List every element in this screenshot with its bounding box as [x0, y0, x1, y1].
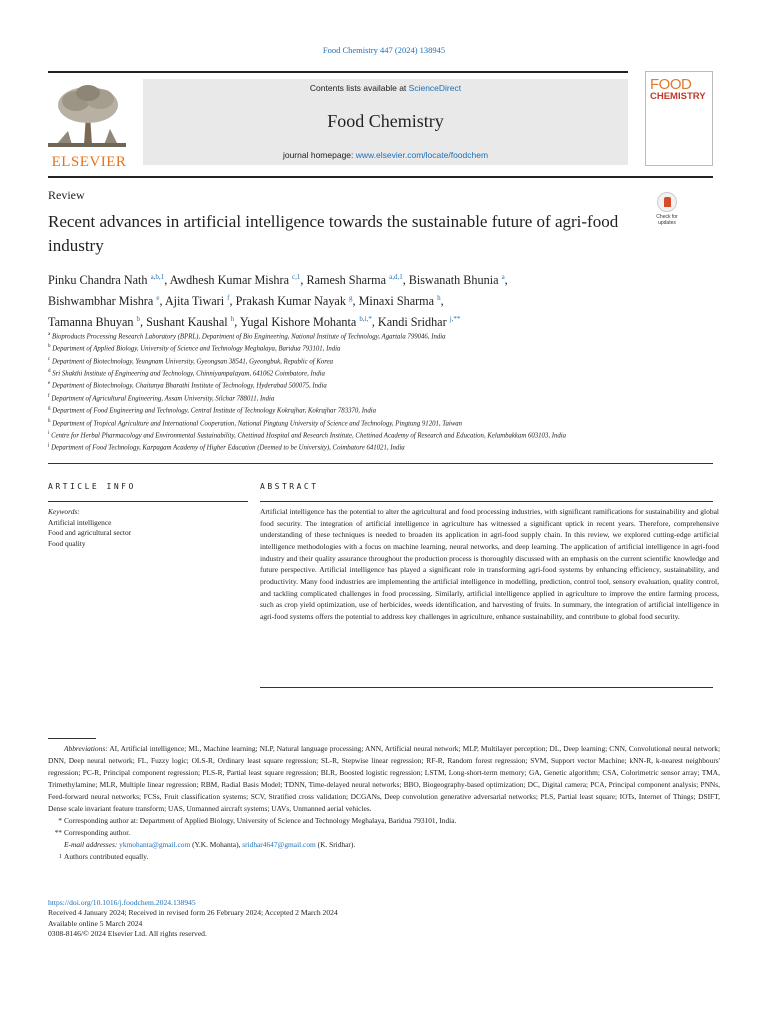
- journal-cover[interactable]: [645, 71, 713, 166]
- online-date: Available online 5 March 2024: [48, 918, 143, 928]
- affiliation-item: [48, 367, 648, 379]
- abstract-end-rule: [260, 687, 713, 688]
- affiliation-letter: b: [48, 344, 51, 350]
- keyword-item: Food quality: [48, 538, 86, 548]
- header-divider: [48, 176, 713, 178]
- corresponding-author-footnote-2: [48, 827, 720, 839]
- article-type: Review: [48, 188, 85, 202]
- author-affiliation-marker[interactable]: c,1: [292, 273, 301, 281]
- elsevier-logo[interactable]: [48, 81, 130, 170]
- cover-title-chemistry: CHEMISTRY: [650, 91, 706, 102]
- author-list: [48, 268, 688, 331]
- cover-title-food: FOOD: [650, 76, 692, 93]
- affiliation-letter: h: [48, 418, 51, 424]
- author-name[interactable]: Pinku Chandra Nath: [48, 273, 148, 288]
- journal-citation-link[interactable]: Food Chemistry 447 (2024) 138945: [322, 45, 446, 55]
- affiliation-text: Department of Applied Biology, University of Science and Technology Meghalaya, Baridua 793101, India: [52, 345, 341, 353]
- author-name[interactable]: Prakash Kumar Nayak: [235, 294, 346, 309]
- affiliation-item: [48, 392, 648, 404]
- author-separator: ,: [234, 315, 240, 330]
- author-affiliation-marker[interactable]: h: [437, 294, 441, 303]
- keyword-item: Food and agricultural sector: [48, 528, 132, 537]
- abstract-rule: [260, 501, 713, 502]
- affiliation-item: [48, 379, 648, 391]
- email-owner: (Y.K. Mohanta),: [190, 840, 243, 849]
- author-affiliation-marker[interactable]: g: [349, 294, 353, 303]
- footnote-symbol: 1: [59, 854, 62, 860]
- author-affiliation-marker[interactable]: h: [230, 315, 235, 324]
- author-affiliation-marker[interactable]: a,d,1: [389, 273, 403, 281]
- keywords-block: [48, 507, 248, 549]
- author-affiliation-marker[interactable]: b: [136, 315, 140, 324]
- author-affiliation-marker[interactable]: j,**: [449, 315, 461, 324]
- footnote-rule: [48, 738, 96, 739]
- footnote-symbol: **: [54, 828, 62, 837]
- email-footnote: [48, 839, 720, 851]
- author-name[interactable]: Bishwambhar Mishra: [48, 294, 154, 309]
- affiliation-item: [48, 355, 648, 367]
- affiliation-text: Sri Shakthi Institute of Engineering and Technology, Chinniyampalayam, 641062 Coimbatore, India: [52, 370, 325, 378]
- author-separator: ,: [229, 294, 236, 309]
- article-history: [48, 898, 720, 940]
- check-updates-line2: updates: [658, 220, 676, 226]
- corresponding-author-text: Corresponding author at: Department of Applied Biology, University of Science and Technology Meghalaya, Baridua 793101, India.: [64, 816, 457, 825]
- affiliation-letter: g: [48, 406, 51, 412]
- email-link-mohanta[interactable]: ykmohanta@gmail.com: [119, 840, 191, 849]
- corresponding-author-text-2: Corresponding author.: [64, 828, 131, 837]
- author-affiliation-marker[interactable]: f: [227, 294, 230, 303]
- keywords-label: Keywords:: [48, 507, 80, 516]
- contents-line: [143, 83, 628, 93]
- affiliation-item: [48, 441, 648, 453]
- homepage-link[interactable]: www.elsevier.com/locate/foodchem: [355, 150, 489, 160]
- equal-contribution-footnote: [48, 851, 720, 863]
- author-affiliation-marker[interactable]: a,b,1: [150, 273, 165, 281]
- author-name[interactable]: Ajita Tiwari: [164, 294, 225, 309]
- author-name[interactable]: Kandi Sridhar: [377, 315, 447, 330]
- masthead: [48, 71, 628, 170]
- affiliation-text: Department of Tropical Agriculture and International Cooperation, National Pingtung University of Science and Technology, Pingtung 91201, Taiwan: [52, 419, 463, 427]
- check-updates-label: [650, 214, 684, 226]
- author-separator: ,: [440, 294, 444, 309]
- abstract-heading: ABSTRACT: [260, 482, 319, 491]
- check-for-updates-button[interactable]: [650, 192, 684, 232]
- author-separator: ,: [504, 273, 508, 288]
- journal-banner: [143, 79, 628, 165]
- author-separator: ,: [140, 315, 147, 330]
- affiliation-text: Department of Food Technology, Karpagam Academy of Higher Education (Deemed to be University), Coimbatore 641021, India: [51, 444, 405, 452]
- author-separator: ,: [371, 315, 378, 330]
- affiliation-letter: j: [48, 443, 50, 449]
- elsevier-tree-icon: [48, 81, 126, 147]
- sciencedirect-link[interactable]: ScienceDirect: [408, 83, 462, 93]
- abbreviations-footnote: [48, 743, 720, 815]
- author-separator: ,: [164, 273, 170, 288]
- affiliation-letter: c: [48, 356, 51, 362]
- footnote-symbol: *: [58, 816, 62, 825]
- affiliation-item: [48, 429, 648, 441]
- affiliation-letter: d: [48, 369, 51, 375]
- footnotes: [48, 743, 720, 863]
- affiliation-letter: a: [48, 332, 51, 337]
- article-info-heading: ARTICLE INFO: [48, 482, 136, 491]
- author-separator: ,: [402, 273, 409, 288]
- author-name[interactable]: Sushant Kaushal: [146, 315, 228, 330]
- copyright: 0308-8146/© 2024 Elsevier Ltd. All rights reserved.: [48, 929, 207, 939]
- author-separator: ,: [352, 294, 359, 309]
- abstract-text: Artificial intelligence has the potential to alter the agricultural and food processing industries, with significant ramifications for sustainability and global food security. The integration of artificial intelligence in agriculture has witnessed a significant uptick in recent years. Therefore, comprehensive understanding of these techniques is needed to broaden its application in agri-food supply chain. In this review, we explored cutting-edge artificial intelligence methodologies with a focus on machine learning, neural networks, and deep learning. The application of artificial intelligence in agri-food industry and their quality assurance throughout the production process is thoroughly discussed with an emphasis on the current scientific knowledge and future perspective. Artificial intelligence has played a significant role in transforming agri-food systems by enhancing efficiency, sustainability, and productivity. Many food industries are implementing the artificial intelligence in modelling, prediction, control tool, sensory evaluation, quality control, and tackling complicated challenges in food processing. Similarly, artificial intelligence applied in agriculture to improve the entire farming process, such as crop yield optimization, use of herbicides, weeds identification, and harvesting of fruits. In summary, the integration of artificial intelligence in agri-food systems offers the potential to address key challenges in agriculture, enhance sustainability, and contribute to global food security.: [260, 507, 719, 621]
- corresponding-author-footnote: [48, 815, 720, 827]
- affiliation-text: Department of Agricultural Engineering, Assam University, Silchar 788011, India: [51, 395, 275, 403]
- affiliation-divider: [48, 463, 713, 464]
- author-separator: ,: [159, 294, 165, 309]
- doi-link[interactable]: https://doi.org/10.1016/j.foodchem.2024.138945: [48, 898, 196, 907]
- author-separator: ,: [300, 273, 307, 288]
- check-updates-line1: Check for: [656, 214, 678, 220]
- author-name[interactable]: Ramesh Sharma: [306, 273, 387, 288]
- affiliation-letter: f: [48, 393, 50, 399]
- abbreviations-label: Abbreviations:: [64, 744, 108, 753]
- received-dates: Received 4 January 2024; Received in revised form 26 February 2024; Accepted 2 March 2024: [48, 908, 338, 918]
- email-owner: (K. Sridhar).: [315, 840, 356, 849]
- affiliation-list: [48, 330, 648, 454]
- author-name[interactable]: Biswanath Bhunia: [408, 273, 499, 288]
- journal-title: Food Chemistry: [327, 111, 444, 131]
- check-updates-icon: [657, 192, 677, 212]
- keyword-item: Artificial intelligence: [48, 517, 112, 527]
- equal-contribution-text: Authors contributed equally.: [64, 852, 149, 861]
- affiliation-letter: e: [48, 381, 51, 387]
- homepage-line: [143, 150, 628, 160]
- affiliation-letter: i: [48, 430, 50, 436]
- affiliation-text: Department of Food Engineering and Technology, Central Institute of Technology Kokrajhar, Kokrajhar 783370, India: [52, 407, 377, 415]
- article-info-rule: [48, 501, 248, 502]
- author-name[interactable]: Tamanna Bhuyan: [48, 315, 134, 330]
- affiliation-item: [48, 417, 648, 429]
- affiliation-item: [48, 330, 648, 342]
- affiliation-item: [48, 342, 648, 354]
- author-affiliation-marker[interactable]: e: [156, 294, 160, 303]
- homepage-prefix: journal homepage:: [282, 150, 356, 160]
- article-title: Recent advances in artificial intelligence towards the sustainable future of agri-food industry: [48, 212, 619, 255]
- elsevier-wordmark: ELSEVIER: [51, 154, 127, 170]
- affiliation-text: Department of Biotechnology, Yeungnam University, Gyeongsan 38541, Gyeongbuk, Republic of Korea: [51, 357, 334, 365]
- author-affiliation-marker[interactable]: b,i,*: [359, 315, 372, 324]
- affiliation-text: Bioproducts Processing Research Laboratory (BPRL), Department of Bio Engineering, National Institute of Technology, Agartala 799046, India: [51, 333, 446, 341]
- email-label: E-mail addresses:: [64, 840, 118, 849]
- author-name[interactable]: Awdhesh Kumar Mishra: [169, 273, 289, 288]
- author-affiliation-marker[interactable]: a: [501, 273, 505, 281]
- contents-prefix: Contents lists available at: [309, 83, 409, 93]
- abbreviations-text: AI, Artificial intelligence; ML, Machine learning; NLP, Natural language processing; ANN, Artificial neural network; MLP, Multilayer perception; DL, Deep learning; CNN, Convolutional neural network; DNN, Deep neural network; FL, Fuzzy logic; OLS-R, Ordinary least square regression; SL-R, Stepwise linear regression; RF-R, Random forest regression; SVM, Support vector Machine; kNN-R, k-nearest neighbours' regression; PC-R, Principal component regression; PLS-R, Partial least square regression; BLR, Boosted logistic regression; LSTM, Long-short-term memory; GA, Genetic algorithm; CSA, Colorimetric sensor array; TMA, Trimethylamine; MLR, Multiple linear regression; RBM, Radial Basis Model; TDNN, Time-delayed neural networks; BBO, Biogeography-based optimization; DC, Digital camera; PCA, Principal component analysis; PNNs, Feed-forward neural networks; FCSs, Fruit classification systems; SCV, Stratified cross validation; DCGANs, Deep convolution generative adversarial networks; PLS, Partial least square; IOTs, Internet of Things; DSIFT, Dense scale invariant feature transform; UAS, Unmanned aircraft systems; UAVs, Unmanned aerial vehicles.: [48, 744, 720, 813]
- affiliation-text: Centre for Herbal Pharmacology and Environmental Sustainability, Chettinad Hospital and Research Institute, Chettinad Academy of Research and Education, Kelambakkam 603103, India: [51, 432, 567, 440]
- author-name[interactable]: Minaxi Sharma: [358, 294, 435, 309]
- email-link-sridhar[interactable]: sridhar4647@gmail.com: [242, 840, 316, 849]
- affiliation-text: Department of Biotechnology, Chaitanya Bharathi Institute of Technology, Hyderabad 500075, India: [51, 382, 327, 390]
- author-name[interactable]: Yugal Kishore Mohanta: [239, 315, 357, 330]
- affiliation-item: [48, 404, 648, 416]
